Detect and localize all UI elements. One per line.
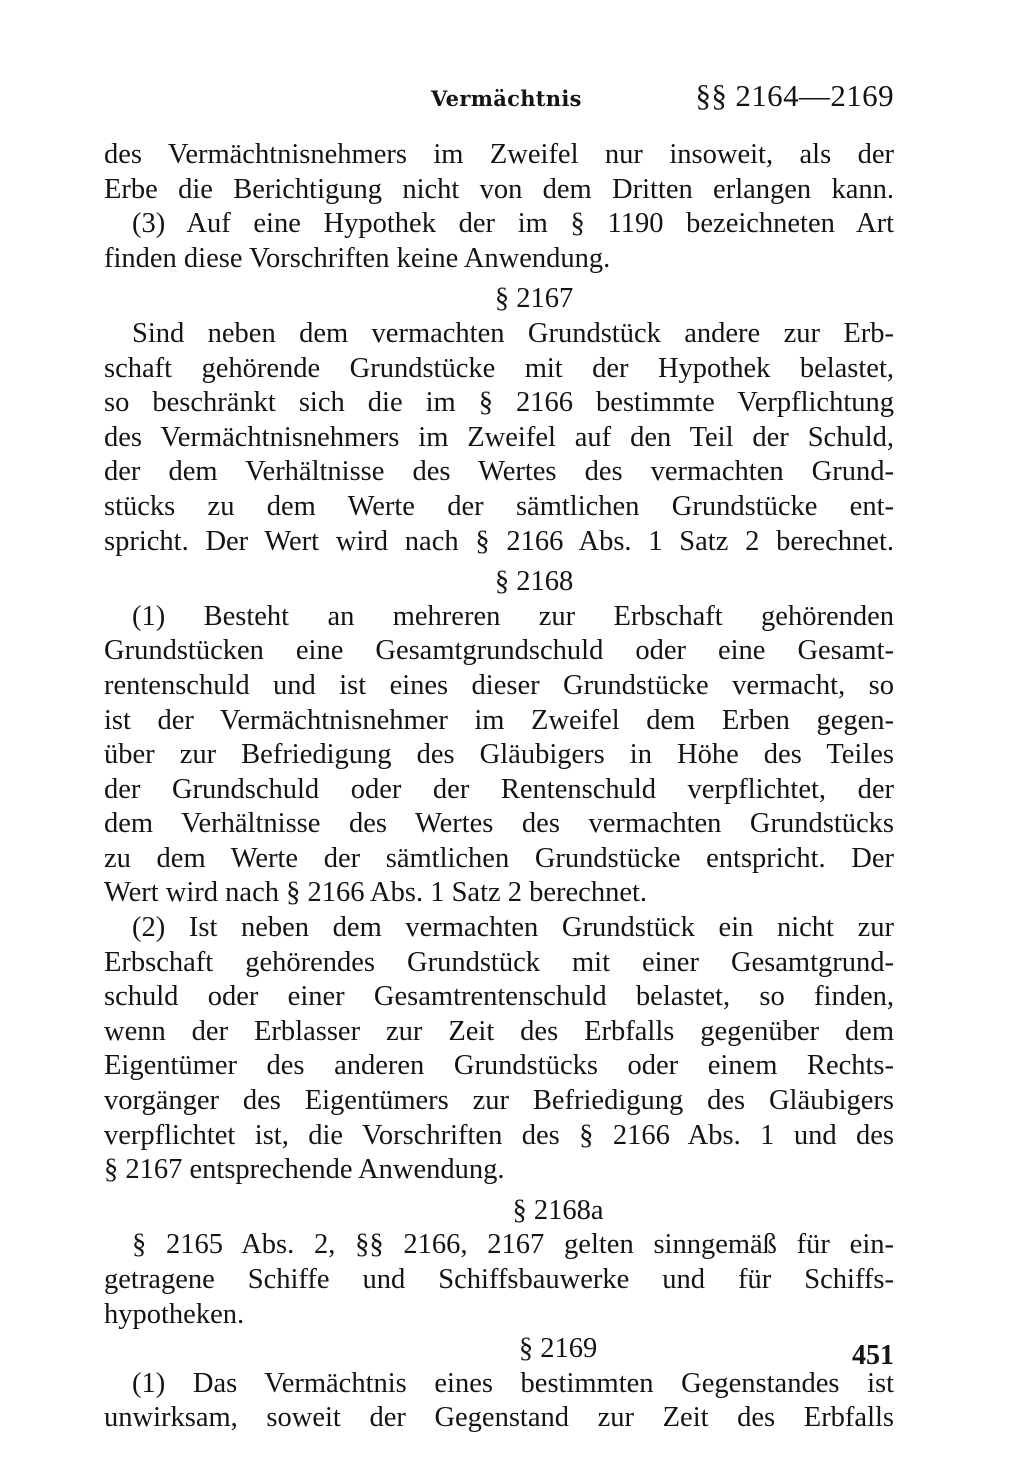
section-heading-2167: § 2167: [494, 283, 574, 315]
section-heading-2169: § 2169: [518, 1333, 598, 1365]
text-line: dem Verhältnisse des Wertes des vermachten Grundstücks: [104, 808, 894, 840]
text-line: (2) Ist neben dem vermachten Grundstück ein nicht zur: [132, 912, 894, 944]
text-line: § 2165 Abs. 2, §§ 2166, 2167 gelten sinngemäß für ein-: [132, 1229, 894, 1261]
text-line: Sind neben dem vermachten Grundstück andere zur Erb-: [132, 317, 894, 349]
text-line: (3) Auf eine Hypothek der im § 1190 bezeichneten Art: [132, 208, 894, 240]
page-number: 451: [852, 1340, 894, 1371]
text-line: verpflichtet ist, die Vorschriften des § 2166 Abs. 1 und des: [104, 1119, 894, 1151]
running-title: Vermächtnis: [431, 86, 582, 111]
text-line: spricht. Der Wert wird nach § 2166 Abs. 1 Satz 2 berechnet.: [104, 525, 894, 557]
section-heading-2168a: § 2168a: [512, 1194, 604, 1226]
text-line: unwirksam, soweit der Gegenstand zur Zeit des Erbfalls: [104, 1402, 894, 1434]
text-line: getragene Schiffe und Schiffsbauwerke und für Schiffs-: [104, 1264, 894, 1295]
text-line: stücks zu dem Werte der sämtlichen Grundstücke ent-: [104, 490, 894, 522]
paragraph-2166-continuation: [104, 138, 894, 207]
text-line: schaft gehörende Grundstücke mit der Hypothek belastet,: [104, 352, 894, 384]
text-line: der dem Verhältnisse des Wertes des vermachten Grund-: [104, 456, 894, 488]
text-line: Wert wird nach § 2166 Abs. 1 Satz 2 berechnet.: [104, 877, 648, 909]
paragraph-2166-3: [104, 207, 894, 276]
text-line: zu dem Werte der sämtlichen Grundstücke entspricht. Der: [104, 842, 894, 874]
text-line: ist der Vermächtnisnehmer im Zweifel dem Erben gegen-: [104, 704, 894, 736]
text-line: § 2167 entsprechende Anwendung.: [104, 1154, 505, 1186]
text-line: Erbe die Berichtigung nicht von dem Dritten erlangen kann.: [104, 173, 894, 205]
text-line: Grundstücken eine Gesamtgrundschuld oder eine Gesamt-: [104, 635, 894, 667]
paragraph-2169-1: [104, 1367, 894, 1436]
text-line: schuld oder einer Gesamtrentenschuld belastet, so finden,: [104, 981, 894, 1013]
text-line: wenn der Erblasser zur Zeit des Erbfalls gegenüber dem: [104, 1015, 894, 1047]
text-line: (1) Das Vermächtnis eines bestimmten Gegenstandes ist: [132, 1367, 894, 1399]
text-line: des Vermächtnisnehmers im Zweifel auf den Teil der Schuld,: [104, 421, 894, 453]
text-line: vorgänger des Eigentümers zur Befriedigung des Gläubigers: [104, 1085, 894, 1117]
text-line: rentenschuld und ist eines dieser Grundstücke vermacht, so: [104, 669, 894, 701]
text-line: der Grundschuld oder der Rentenschuld verpflichtet, der: [104, 773, 894, 805]
paragraph-2168-1: [104, 600, 894, 911]
text-line: des Vermächtnisnehmers im Zweifel nur insoweit, als der: [104, 139, 894, 170]
page-header: [104, 78, 894, 118]
text-line: so beschränkt sich die im § 2166 bestimmte Verpflichtung: [104, 387, 894, 419]
paragraph-2168a: [104, 1228, 894, 1332]
paragraph-2167: [104, 317, 894, 559]
text-line: (1) Besteht an mehreren zur Erbschaft gehörenden: [132, 600, 894, 632]
text-line: Erbschaft gehörendes Grundstück mit einer Gesamtgrund-: [104, 946, 894, 978]
text-line: finden diese Vorschriften keine Anwendung.: [104, 242, 611, 274]
section-heading-2168: § 2168: [494, 566, 574, 598]
page-body: [104, 138, 894, 1436]
text-line: Eigentümer des anderen Grundstücks oder einem Rechts-: [104, 1050, 894, 1082]
text-line: hypotheken.: [104, 1298, 245, 1330]
section-range: §§ 2164—2169: [695, 78, 894, 113]
paragraph-2168-2: [104, 911, 894, 1188]
text-line: über zur Befriedigung des Gläubigers in Höhe des Teiles: [104, 739, 894, 771]
